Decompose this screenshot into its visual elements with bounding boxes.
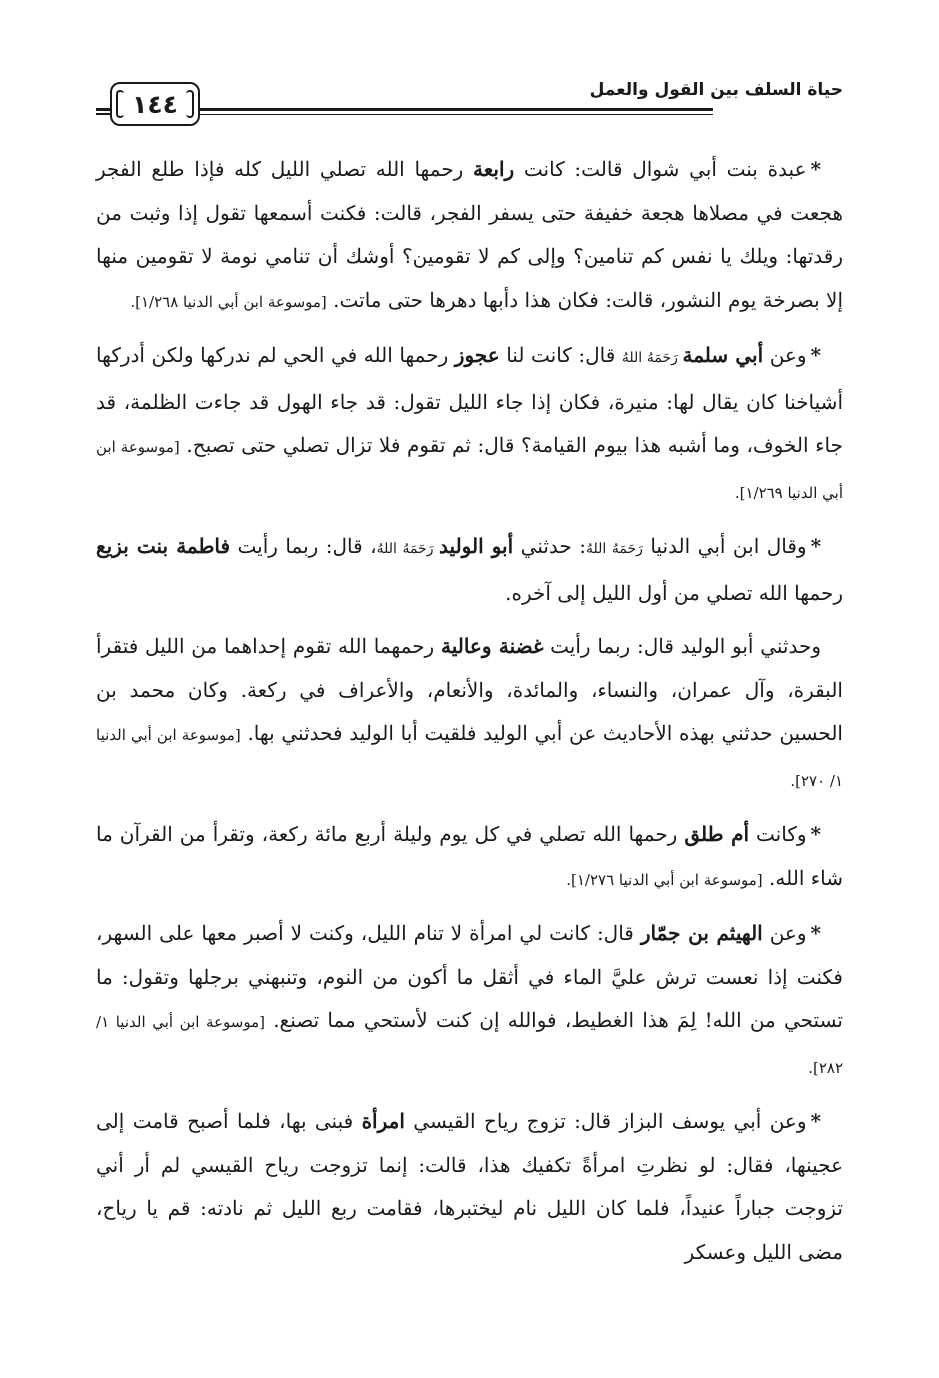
- citation: [موسوعة ابن أبي الدنيا ١/ ٢٨٢].: [96, 1013, 843, 1077]
- bold-name: أم طلق: [684, 822, 750, 846]
- text-run: وكانت: [749, 822, 807, 846]
- paragraph: [96, 1100, 843, 1274]
- text-run: وعن: [762, 921, 807, 945]
- bold-name: الهيثم بن جمّار: [640, 921, 763, 945]
- text-run: رحمهما الله تقوم إحداهما من الليل فتقرأ البقرة، وآل عمران، والنساء، والمائدة، والأنعام، والأعراف في ركعة. وكان محمد بن الحسين حدثني بهذه الأحاديث عن أبي الوليد فلقيت أبا الوليد فحدثني بها.: [96, 634, 843, 745]
- text-run: وعن أبي يوسف البزاز قال: تزوج رياح القيسي: [404, 1109, 807, 1133]
- text-run: قال: كانت لي امرأة لا تنام الليل، وكنت لا أصبر معها على السهر، فكنت إذا نعست ترش عليَّ الماء في أثقل ما أكون من النوم، وتنبهني برجلها وتقول: ما تستحي من الله! لِمَ هذا الغطيط، فوالله إن كنت لأستحي مما تصنع.: [96, 921, 843, 1032]
- star-marker: *: [810, 534, 822, 558]
- text-run: وعن: [763, 343, 807, 367]
- paragraph: [96, 912, 843, 1090]
- text-run: رحمها الله تصلي في كل يوم وليلة أربع مائة ركعة، وتقرأ من القرآن ما شاء الله.: [96, 822, 843, 890]
- text-run: ، قال: ربما رأيت: [230, 534, 377, 558]
- citation: [موسوعة ابن أبي الدنيا ١/٢٦٩].: [96, 438, 843, 502]
- bold-name: امرأة: [361, 1109, 405, 1133]
- text-run: قال: كانت لنا: [499, 343, 622, 367]
- honorific: رَحَمَهُ اللهُ: [621, 350, 683, 366]
- text-run: رحمها الله تصلي الليل كله فإذا طلع الفجر هجعت في مصلاها هجعة خفيفة حتى يسفر الفجر، قالت: فكنت أسمعها تقول إذا وثبت من رقدتها: ويلك يا نفس كم تنامين؟ وإلى كم لا تقومين؟ أوشك أن تنامي نومة لا تقومين منها إلا بصرخة يوم النشور، قالت: فكان هذا دأبها دهرها حتى ماتت.: [96, 157, 843, 312]
- page-number: ١٤٤: [110, 82, 200, 126]
- page-body: [96, 148, 843, 1284]
- star-marker: *: [810, 822, 821, 846]
- paragraph: [96, 334, 843, 515]
- star-marker: *: [810, 343, 821, 367]
- star-marker: *: [810, 157, 821, 181]
- bold-name: أبو الوليد: [439, 534, 514, 558]
- paragraph: [96, 525, 843, 615]
- paragraph: [96, 148, 843, 324]
- bold-name: غضنة وعالية: [440, 634, 544, 658]
- bold-name: أبي سلمة: [682, 343, 764, 367]
- text-run: وحدثني أبو الوليد قال: ربما رأيت: [543, 634, 821, 658]
- star-marker: *: [810, 921, 821, 945]
- page-header: [96, 78, 843, 128]
- paragraph: [96, 813, 843, 902]
- text-run: : حدثني: [513, 534, 586, 558]
- text-run: فبنى بها، فلما أصبح قامت إلى عجينها، فقال: لو نظرتِ امرأةً تكفيك هذا، قالت: إنما تزوجت رياح القيسي لم أر أني تزوجت جباراً عنيداً، فلما كان الليل نام ليختبرها، فقامت ربع الليل ثم نادته: قم يا رياح، مضى الليل وعسكر: [96, 1109, 843, 1264]
- honorific: رَحَمَهُ اللهُ: [586, 541, 643, 557]
- star-marker: *: [810, 1109, 821, 1133]
- citation: [موسوعة ابن أبي الدنيا ١/٢٦٨].: [130, 292, 327, 311]
- bold-name: فاطمة بنت بزيع: [96, 534, 231, 558]
- citation: [موسوعة ابن أبي الدنيا ١/ ٢٧٠].: [96, 726, 843, 790]
- honorific: رَحَمَهُ اللهُ: [376, 541, 440, 557]
- text-run: عبدة بنت أبي شوال قالت: كانت: [514, 157, 807, 181]
- bold-name: رابعة: [473, 157, 515, 181]
- book-title: حياة السلف بين القول والعمل: [589, 80, 843, 100]
- paragraph: [96, 625, 843, 803]
- text-run: وقال ابن أبي الدنيا: [642, 534, 807, 558]
- citation: [موسوعة ابن أبي الدنيا ١/٢٧٦].: [566, 870, 763, 889]
- text-run: رحمها الله في الحي لم ندركها ولكن أدركها أشياخنا كان يقال لها: منيرة، فكان إذا جاء الليل تقول: قد جاء الهول قد جاءت الظلمة، قد جاء الخوف، وما أشبه هذا بيوم القيامة؟ قال: ثم تقوم فلا تزال تصلي حتى تصبح.: [96, 343, 843, 457]
- text-run: رحمها الله تصلي من أول الليل إلى آخره.: [505, 580, 843, 605]
- bold-name: عجوز: [454, 343, 500, 367]
